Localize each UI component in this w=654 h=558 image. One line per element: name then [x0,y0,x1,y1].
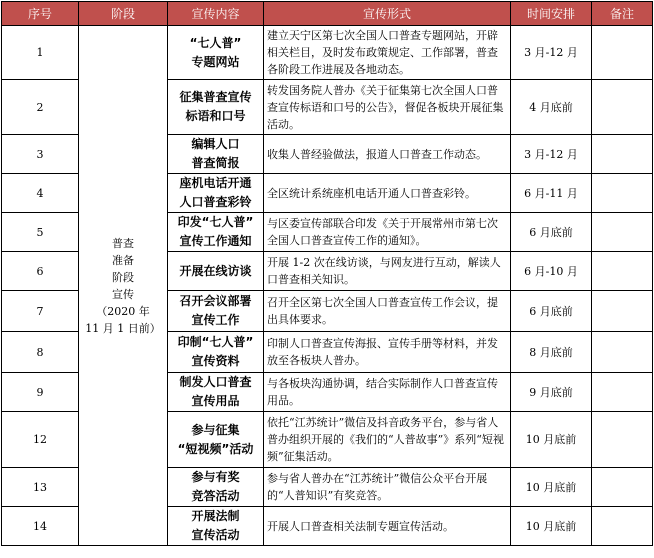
content-cell [168,80,264,135]
time-cell: 10 月底前 [511,412,592,468]
form-cell: 依托“江苏统计”微信及抖音政务平台，参与省人普办组织开展的《我们的“人普故事”》系列“短视频”征集活动。 [264,412,511,468]
content-line: 宣传工作 [191,313,240,327]
note-cell [592,291,653,332]
time-cell: 10 月底前 [511,468,592,507]
content-line: 参与征集 [191,422,240,437]
time-cell: 3 月-12 月 [511,135,592,174]
content-line: 竞答活动 [191,489,240,503]
form-cell: 开展人口普查相关法制专题宣传活动。 [264,507,511,546]
form-cell: 与各板块沟通协调，结合实际制作人口普查宣传用品。 [264,373,511,412]
content-cell [168,507,264,546]
content-line: “七人普” [189,35,242,50]
form-cell: 召开全区第七次全国人口普查宣传工作会议，提出具体要求。 [264,291,511,332]
form-cell: 印制人口普查宣传海报、宣传手册等材料，并发放至各板块人普办。 [264,332,511,373]
row-number: 3 [2,135,79,174]
stage-line: 宣传 [112,287,134,301]
content-line: 开展法制 [191,509,240,523]
row-number: 5 [2,213,79,252]
header-form: 宣传形式 [264,2,511,26]
note-cell [592,80,653,135]
note-cell [592,252,653,291]
content-line: 开展在线访谈 [179,263,252,278]
note-cell [592,174,653,213]
form-cell: 建立天宁区第七次全国人口普查专题网站，开辟相关栏目，及时发布政策规定、工作部署，普查各阶段工作进展及各地动态。 [264,26,511,80]
note-cell [592,468,653,507]
stage-line: 阶段 [112,270,134,284]
content-line: 专题网站 [191,54,240,69]
content-cell [168,412,264,468]
stage-line: 普查 [112,236,134,250]
form-cell: 转发国务院人普办《关于征集第七次全国人口普查宣传标语和口号的公告》，督促各板块开展征集活动。 [264,80,511,135]
content-line: 人口普查彩铃 [179,195,252,209]
row-number: 14 [2,507,79,546]
content-cell [168,468,264,507]
header-no: 序号 [2,2,79,26]
row-number: 7 [2,291,79,332]
content-cell [168,291,264,332]
content-cell [168,26,264,80]
row-number: 6 [2,252,79,291]
form-cell: 收集人普经验做法，报道人口普查工作动态。 [264,135,511,174]
content-line: 印制“七人普” [177,335,254,349]
content-line: “短视频”活动 [177,441,254,456]
row-number: 2 [2,80,79,135]
stage-line: 准备 [112,253,134,267]
header-note: 备注 [592,2,653,26]
note-cell [592,507,653,546]
row-number: 13 [2,468,79,507]
time-cell: 10 月底前 [511,507,592,546]
content-line: 座机电话开通 [179,176,252,190]
content-cell [168,135,264,174]
form-cell: 开展 1-2 次在线访谈，与网友进行互动，解读人口普查相关知识。 [264,252,511,291]
time-cell: 6 月-10 月 [511,252,592,291]
note-cell [592,373,653,412]
row-number: 8 [2,332,79,373]
content-line: 标语和口号 [185,109,246,123]
content-line: 宣传用品 [191,394,240,408]
content-line: 召开会议部署 [179,294,252,308]
time-cell: 3 月-12 月 [511,26,592,80]
time-cell: 6 月底前 [511,291,592,332]
header-content: 宣传内容 [168,2,264,26]
form-cell: 参与省人普办在“江苏统计”微信公众平台开展的“人普知识”有奖竞答。 [264,468,511,507]
content-cell [168,332,264,373]
stage-cell [79,26,168,546]
content-line: 印发“七人普” [177,215,254,229]
content-cell [168,174,264,213]
stage-line: （2020 年 [96,304,150,318]
header-stage: 阶段 [79,2,168,26]
stage-line: 11 月 1 日前） [85,321,161,335]
content-line: 宣传活动 [191,528,240,542]
time-cell: 9 月底前 [511,373,592,412]
content-line: 普查简报 [191,156,240,170]
time-cell: 6 月底前 [511,213,592,252]
content-cell [168,373,264,412]
content-line: 参与有奖 [191,470,240,484]
time-cell: 4 月底前 [511,80,592,135]
table-header-row [2,2,653,26]
form-cell: 与区委宣传部联合印发《关于开展常州市第七次全国人口普查宣传工作的通知》。 [264,213,511,252]
content-line: 宣传工作通知 [179,234,252,248]
row-number: 4 [2,174,79,213]
content-line: 编辑人口 [191,137,240,151]
note-cell [592,213,653,252]
note-cell [592,412,653,468]
note-cell [592,332,653,373]
header-time: 时间安排 [511,2,592,26]
time-cell: 8 月底前 [511,332,592,373]
content-line: 制发人口普查 [179,375,252,389]
form-cell: 全区统计系统座机电话开通人口普查彩铃。 [264,174,511,213]
table-row [2,26,653,80]
time-cell: 6 月-11 月 [511,174,592,213]
note-cell [592,135,653,174]
row-number: 9 [2,373,79,412]
note-cell [592,26,653,80]
publicity-plan-table [1,1,653,546]
row-number: 1 [2,26,79,80]
content-cell [168,213,264,252]
content-line: 宣传资料 [191,354,240,368]
content-line: 征集普查宣传 [179,90,252,104]
row-number: 12 [2,412,79,468]
content-cell [168,252,264,291]
